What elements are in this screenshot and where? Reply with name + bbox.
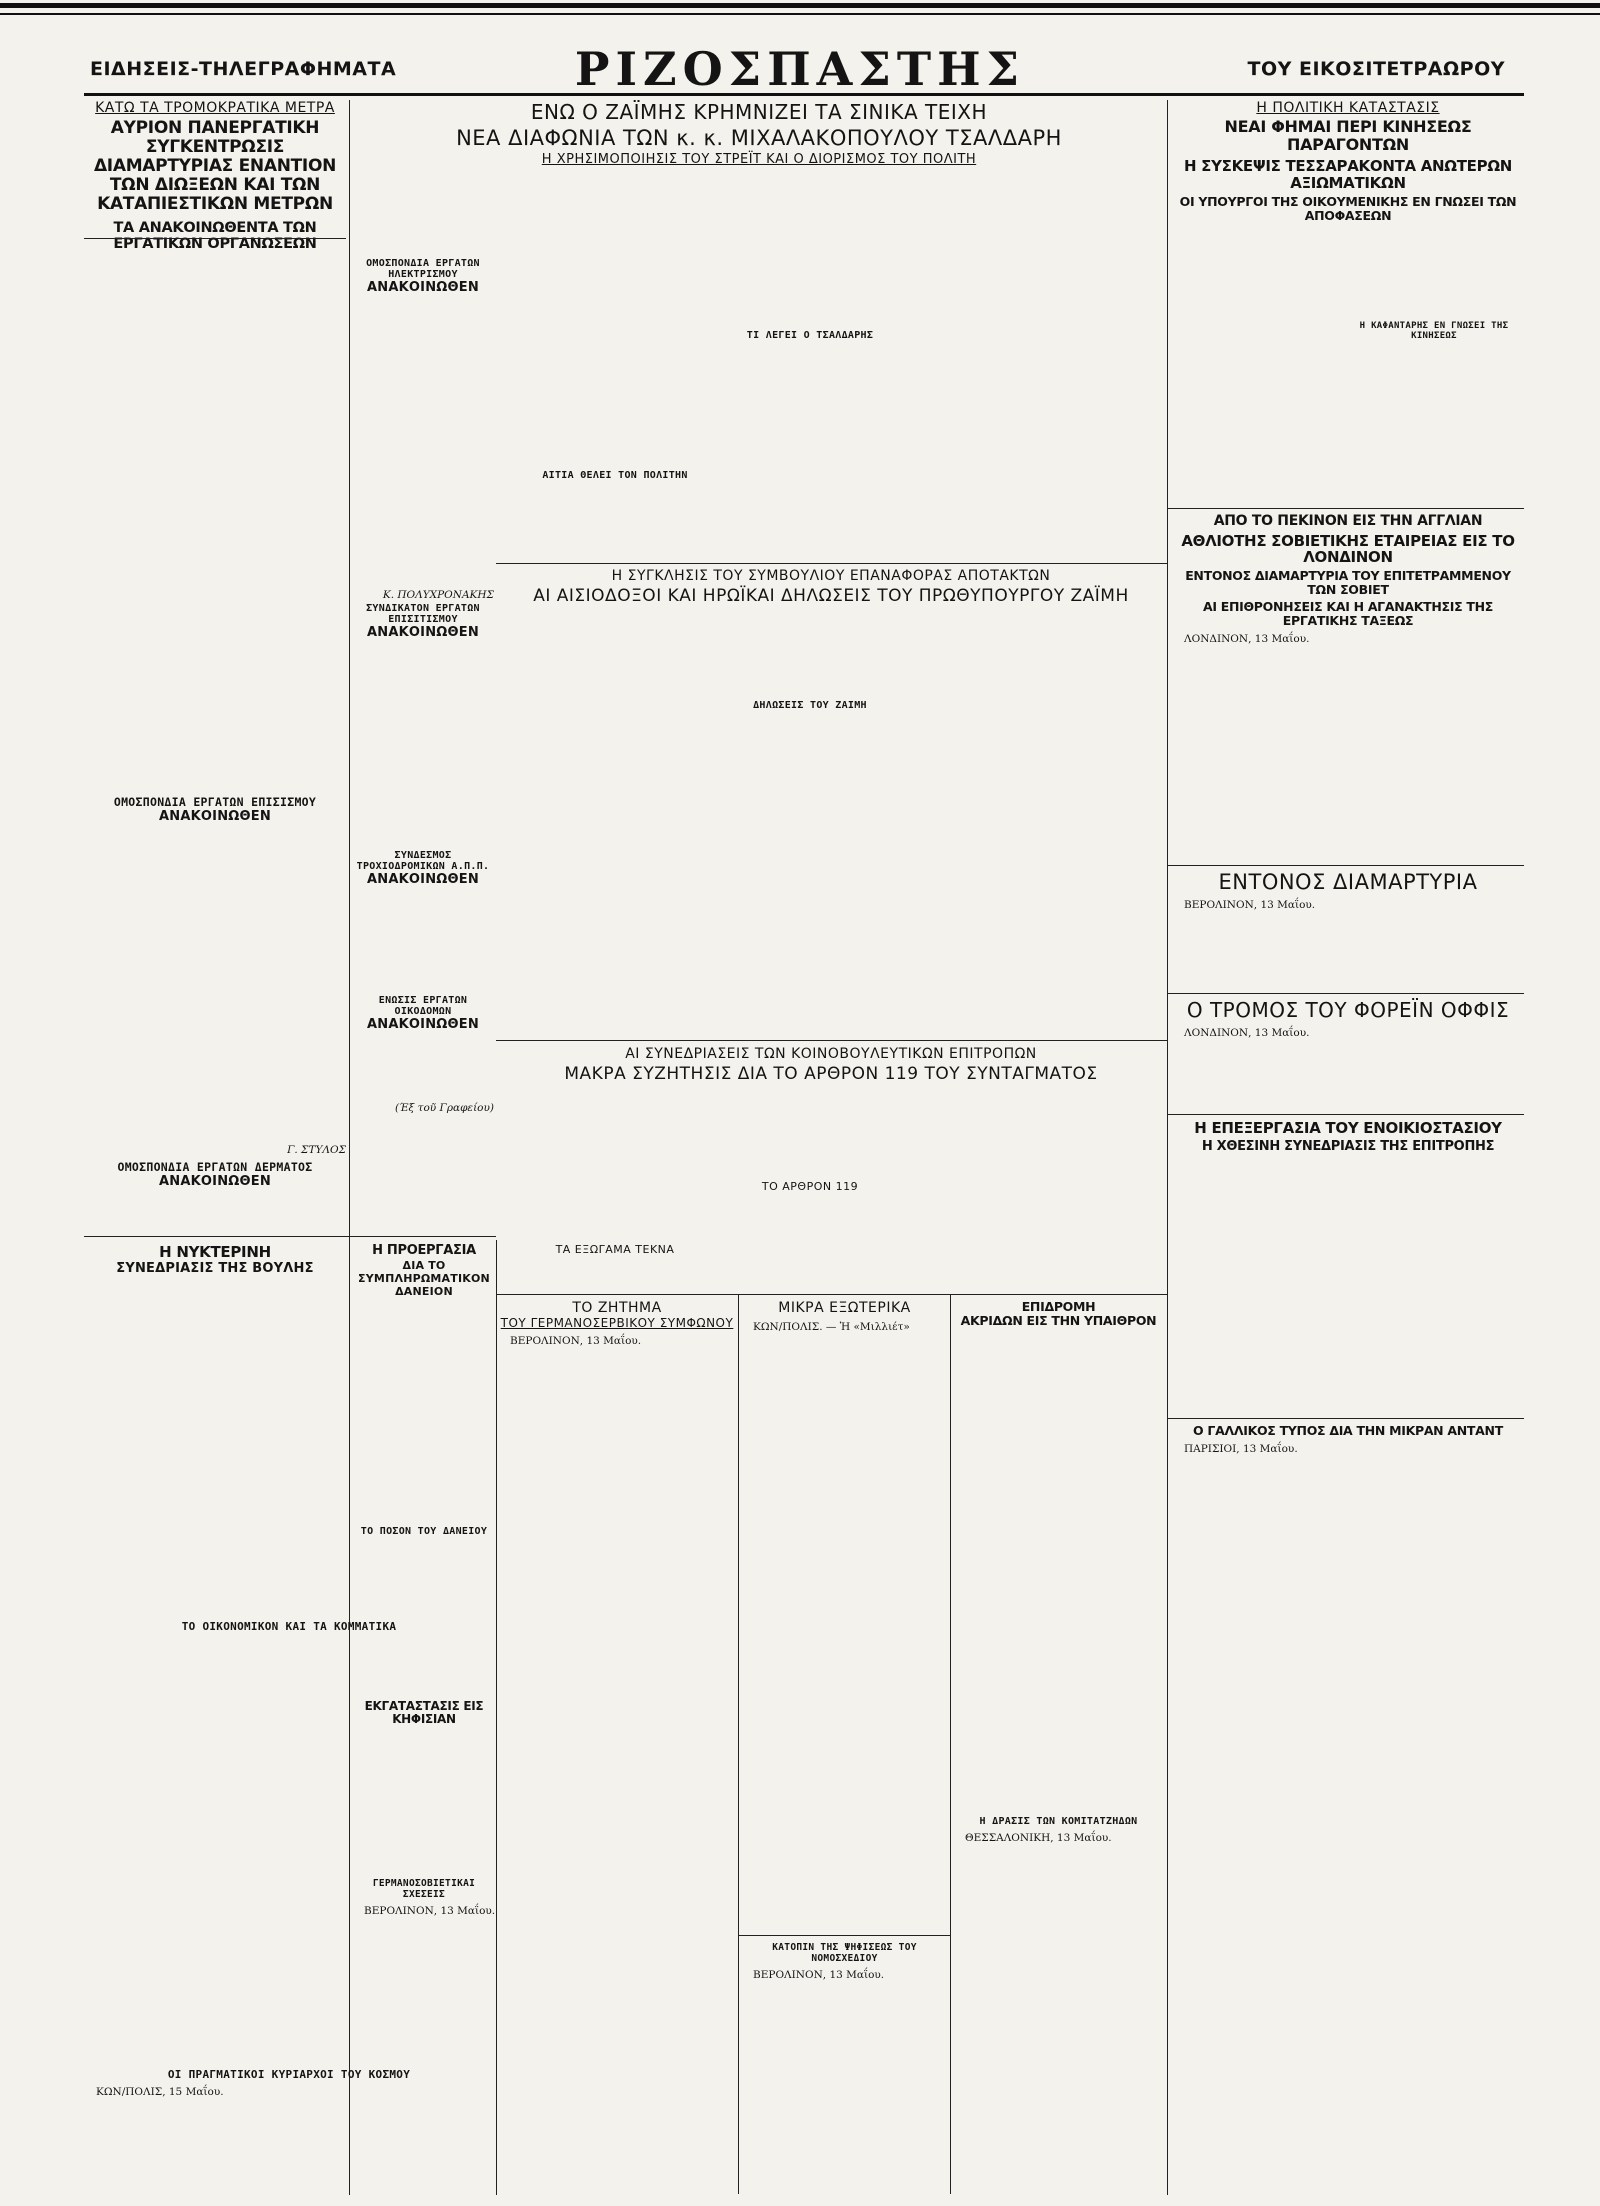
headline: Η ΣΥΓΚΛΗΣΙΣ ΤΟΥ ΣΥΜΒΟΥΛΙΟΥ ΕΠΑΝΑΦΟΡΑΣ ΑΠΟΤΑΚΤΩΝ [611, 568, 1051, 584]
headline: ΚΑΤΟΠΙΝ ΤΗΣ ΨΗΦΙΣΕΩΣ ΤΟΥ ΝΟΜΟΣΧΕΔΙΟΥ [772, 1942, 917, 1964]
article-kyriarxoi [84, 2068, 494, 2098]
headline: Η ΣΥΣΚΕΨΙΣ ΤΕΣΣΑΡΑΚΟΝΤΑ ΑΝΩΤΕΡΩΝ ΑΞΙΩΜΑΤΙΚΩΝ [1183, 156, 1513, 192]
article-nomosxediou [741, 1942, 948, 1981]
headline: ΟΜΟΣΠΟΝΔΙΑ ΕΡΓΑΤΩΝ ΕΠΙΣΙΣΜΟΥ [113, 795, 317, 809]
subhead-tsaldaris: ΤΙ ΛΕΓΕΙ Ο ΤΣΑΛΔΑΡΗΣ [746, 330, 874, 341]
headline: ΝΕΑΙ ΦΗΜΑΙ ΠΕΡΙ ΚΙΝΗΣΕΩΣ ΠΑΡΑΓΟΝΤΩΝ [1224, 117, 1472, 154]
subhead-kafantaris: Η ΚΑΦΑΝΤΑΡΗΣ ΕΝ ΓΝΩΣΕΙ ΤΗΣ ΚΙΝΗΣΕΩΣ [1359, 321, 1509, 341]
headline: Ο ΤΡΟΜΟΣ ΤΟΥ ΦΟΡΕΪΝ ΟΦΦΙΣ [1186, 998, 1510, 1022]
subhead-exogama: ΤΑ ΕΞΩΓΑΜΑ ΤΕΚΝΑ [555, 1243, 675, 1256]
headline: ΑΥΡΙΟΝ ΠΑΝΕΡΓΑΤΙΚΗ ΣΥΓΚΕΝΤΡΩΣΙΣ ΔΙΑΜΑΡΤΥΡΙΑΣ ΕΝΑΝΤΙΟΝ ΤΩΝ ΔΙΩΞΕΩΝ ΚΑΙ ΤΩΝ ΚΑΤΑΠΙΕΣΤΙΚΩΝ ΜΕΤΡΩΝ [93, 118, 337, 215]
article-germanoserviko [498, 1300, 736, 1347]
article-enoikiostasio [1172, 1120, 1524, 1154]
headline: ΤΟ ΠΟΣΟΝ ΤΟΥ ΔΑΝΕΙΟΥ [360, 1526, 488, 1537]
article-oikonomikon [84, 1620, 494, 1633]
headline: ΕΝΩΣΙΣ ΕΡΓΑΤΩΝ ΟΙΚΟΔΟΜΩΝ [378, 995, 468, 1017]
headline: ΓΕΡΜΑΝΟΣΟΒΙΕΤΙΚΑΙ ΣΧΕΣΕΙΣ [372, 1878, 476, 1900]
article-akrides [953, 1300, 1164, 1328]
subheadline: ΤΑ ΑΝΑΚΟΙΝΩΘΕΝΤΑ ΤΩΝ ΕΡΓΑΤΙΚΩΝ ΟΡΓΑΝΩΣΕΩΝ [113, 220, 317, 253]
article-text: ΚΩΝ/ΠΟΛΙΣ, 15 Μαΐου. [96, 2086, 224, 2098]
column-divider [1167, 100, 1168, 2195]
headline: ΟΙ ΠΡΑΓΜΑΤΙΚΟΙ ΚΥΡΙΑΡΧΟΙ ΤΟΥ ΚΟΣΜΟΥ [167, 2068, 411, 2081]
article-pekinon [1172, 514, 1524, 645]
masthead-rule [84, 93, 1524, 96]
headline: ΣΥΝΔΙΚΑΤΟΝ ΕΡΓΑΤΩΝ ΕΠΙΣΙΤΙΣΜΟΥ [366, 603, 480, 625]
subhead-politis: ΑΙΤΙΑ ΘΕΛΕΙ ΤΟΝ ΠΟΛΙΤΗΝ [542, 470, 688, 481]
headline: ΑΘΛΙΟΤΗΣ ΣΟΒΙΕΤΙΚΗΣ ΕΤΑΙΡΕΙΑΣ ΕΙΣ ΤΟ ΛΟΝΔΙΝΟΝ [1181, 531, 1515, 567]
article-dermatos [84, 1140, 346, 1189]
article-germanosovietikai [352, 1878, 496, 1917]
subheadline: ΑΝΑΚΟΙΝΩΘΕΝ [367, 1017, 479, 1032]
subheadline: ΑΝΑΚΟΙΝΩΘΕΝ [159, 809, 271, 824]
article-text: ΛΟΝΔΙΝΟΝ, 13 Μαΐου. [1184, 633, 1310, 646]
headline: ΕΝΩ Ο ΖΑΪΜΗΣ ΚΡΗΜΝΙΖΕΙ ΤΑ ΣΙΝΙΚΑ ΤΕΙΧΗ [530, 100, 988, 124]
subheadline: ΑΝΑΚΟΙΝΩΘΕΝ [367, 280, 479, 295]
headline: ΜΑΚΡΑ ΣΥΖΗΤΗΣΙΣ ΔΙΑ ΤΟ ΑΡΘΡΟΝ 119 ΤΟΥ ΣΥΝΤΑΓΜΑΤΟΣ [564, 1064, 1098, 1084]
article-kifisia [352, 1700, 496, 1727]
headline: ΟΜΟΣΠΟΝΔΙΑ ΕΡΓΑΤΩΝ ΗΛΕΚΤΡΙΣΜΟΥ [366, 258, 480, 280]
subheadline: ΤΟΥ ΓΕΡΜΑΝΟΣΕΡΒΙΚΟΥ ΣΥΜΦΩΝΟΥ [500, 1316, 734, 1330]
masthead-title: ΡΙΖΟΣΠΑΣΤΗΣ [574, 42, 1026, 96]
signature: Γ. ΣΤΥΛΟΣ [287, 1144, 346, 1156]
article-text: ΘΕΣΣΑΛΟΝΙΚΗ, 13 Μαΐου. [965, 1832, 1112, 1844]
headline: ΕΚΓΑΤΑΣΤΑΣΙΣ ΕΙΣ ΚΗΦΙΣΙΑΝ [364, 1700, 484, 1727]
column-divider [496, 1240, 497, 2195]
subheadline: Η ΧΘΕΣΙΝΗ ΣΥΝΕΔΡΙΑΣΙΣ ΤΗΣ ΕΠΙΤΡΟΠΗΣ [1201, 1138, 1495, 1154]
article-mikra-exoterika [741, 1300, 948, 1333]
article-symvoulion [498, 568, 1164, 606]
article-text: ΒΕΡΟΛΙΝΟΝ, 13 Μαΐου. [753, 1969, 885, 1981]
article-text: ΒΕΡΟΛΙΝΟΝ, 13 Μαΐου. [510, 1335, 642, 1347]
headline: ΜΙΚΡΑ ΕΞΩΤΕΡΙΚΑ [778, 1300, 911, 1316]
article-text: ΒΕΡΟΛΙΝΟΝ, 13 Μαΐου. [364, 1905, 496, 1917]
headline: Η ΕΠΕΞΕΡΓΑΣΙΑ ΤΟΥ ΕΝΟΙΚΙΟΣΤΑΣΙΟΥ [1194, 1120, 1502, 1137]
article-oikodomon [352, 995, 494, 1114]
article-poson [352, 1526, 496, 1537]
section-header-left: ΕΙΔΗΣΕΙΣ-ΤΗΛΕΓΡΑΦΗΜΑΤΑ [90, 58, 397, 80]
kicker: Η ΠΟΛΙΤΙΚΗ ΚΑΤΑΣΤΑΣΙΣ [1256, 100, 1440, 116]
headline: Ο ΓΑΛΛΙΚΟΣ ΤΥΠΟΣ ΔΙΑ ΤΗΝ ΜΙΚΡΑΝ ΑΝΤΑΝΤ [1193, 1424, 1503, 1438]
section-header-right: ΤΟΥ ΕΙΚΟΣΙΤΕΤΡΑΩΡΟΥ [1247, 58, 1505, 80]
top-rule [0, 3, 1600, 15]
article-entonos-diamartyria [1172, 870, 1524, 911]
headline: ΑΠΟ ΤΟ ΠΕΚΙΝΟΝ ΕΙΣ ΤΗΝ ΑΓΓΛΙΑΝ [1213, 514, 1483, 529]
subheadline: ΑΙ ΕΠΙΘΡΟΝΗΣΕΙΣ ΚΑΙ Η ΑΓΑΝΑΚΤΗΣΙΣ ΤΗΣ ΕΡΓΑΤΙΚΗΣ ΤΑΞΕΩΣ [1202, 599, 1494, 629]
article-epistismou-syndikaton [352, 585, 494, 640]
subheadline: Η ΧΡΗΣΙΜΟΠΟΙΗΣΙΣ ΤΟΥ ΣΤΡΕΪΤ ΚΑΙ Ο ΔΙΟΡΙΣΜΟΣ ΤΟΥ ΠΟΛΙΤΗ [541, 152, 977, 167]
article-ilektrismou [352, 258, 494, 295]
headline: Η ΔΡΑΣΙΣ ΤΩΝ ΚΟΜΙΤΑΤΖΗΔΩΝ [979, 1816, 1138, 1827]
subheadline: ΔΙΑ ΤΟ ΣΥΜΠΛΗΡΩΜΑΤΙΚΟΝ ΔΑΝΕΙΟΝ [358, 1258, 490, 1298]
subheadline: ΟΙ ΥΠΟΥΡΓΟΙ ΤΗΣ ΟΙΚΟΥΜΕΝΙΚΗΣ ΕΝ ΓΝΩΣΕΙ ΤΩΝ ΑΠΟΦΑΣΕΩΝ [1179, 194, 1517, 224]
headline: ΑΙ ΣΥΝΕΔΡΙΑΣΕΙΣ ΤΩΝ ΚΟΙΝΟΒΟΥΛΕΥΤΙΚΩΝ ΕΠΙΤΡΟΠΩΝ [625, 1046, 1037, 1062]
article-main-left [84, 100, 346, 253]
subheadline: ΑΝΑΚΟΙΝΩΘΕΝ [159, 1174, 271, 1189]
headline: ΝΕΑ ΔΙΑΦΩΝΙΑ ΤΩΝ κ. κ. ΜΙΧΑΛΑΚΟΠΟΥΛΟΥ ΤΣΑΛΔΑΡΗ [456, 126, 1062, 150]
article-text: ΛΟΝΔΙΝΟΝ, 13 Μαΐου. [1184, 1027, 1310, 1039]
article-gallikos-typos [1172, 1424, 1524, 1455]
headline: ΤΟ ΟΙΚΟΝΟΜΙΚΟΝ ΚΑΙ ΤΑ ΚΟΜΜΑΤΙΚΑ [181, 1620, 397, 1633]
article-troxiodromikon [352, 850, 494, 887]
article-epistismou [84, 795, 346, 824]
article-komitatzides [953, 1816, 1164, 1844]
article-epitropon [498, 1046, 1164, 1084]
headline: ΑΙ ΑΙΣΙΟΔΟΞΟΙ ΚΑΙ ΗΡΩΪΚΑΙ ΔΗΛΩΣΕΙΣ ΤΟΥ ΠΡΩΘΥΠΟΥΡΓΟΥ ΖΑΪΜΗ [533, 586, 1129, 606]
signature: (Έξ τοῦ Γραφείου) [395, 1102, 494, 1114]
subheadline: ΣΥΝΕΔΡΙΑΣΙΣ ΤΗΣ ΒΟΥΛΗΣ [116, 1260, 314, 1276]
article-daneion [352, 1244, 496, 1298]
headline: ΕΝΤΟΝΟΣ ΔΙΑΜΑΡΤΥΡΙΑ ΤΟΥ ΕΠΙΤΕΤΡΑΜΜΕΝΟΥ ΤΩΝ ΣΟΒΙΕΤ [1185, 568, 1511, 598]
column-divider [349, 100, 350, 2195]
subheadline: ΑΝΑΚΟΙΝΩΘΕΝ [367, 872, 479, 887]
article-politiki-katastasis [1172, 100, 1524, 223]
article-foreign-office [1172, 998, 1524, 1039]
signature: Κ. ΠΟΛΥΧΡΟΝΑΚΗΣ [382, 589, 494, 601]
headline: ΕΠΙΔΡΟΜΗ [1021, 1300, 1096, 1314]
headline: ΟΜΟΣΠΟΝΔΙΑ ΕΡΓΑΤΩΝ ΔΕΡΜΑΤΟΣ [117, 1160, 313, 1174]
subheadline: ΑΚΡΙΔΩΝ ΕΙΣ ΤΗΝ ΥΠΑΙΘΡΟΝ [960, 1313, 1157, 1328]
headline: Η ΠΡΟΕΡΓΑΣΙΑ [372, 1244, 476, 1258]
headline: ΕΝΤΟΝΟΣ ΔΙΑΜΑΡΤΥΡΙΑ [1218, 870, 1478, 894]
headline: Η ΝΥΚΤΕΡΙΝΗ [159, 1244, 271, 1261]
article-text: ΚΩΝ/ΠΟΛΙΣ. — Ἡ «Μιλλιέτ» [753, 1321, 910, 1333]
headline: ΣΥΝΔΕΣΜΟΣ ΤΡΟΧΙΟΔΡΟΜΙΚΩΝ Α.Π.Π. [356, 850, 490, 872]
subhead-arthron: ΤΟ ΑΡΘΡΟΝ 119 [761, 1180, 859, 1193]
subhead-zaimi: ΔΗΛΩΣΕΙΣ ΤΟΥ ΖΑΪΜΗ [753, 700, 867, 711]
article-text: ΠΑΡΙΣΙΟΙ, 13 Μαΐου. [1184, 1443, 1298, 1455]
kicker: ΚΑΤΩ ΤΑ ΤΡΟΜΟΚΡΑΤΙΚΑ ΜΕΤΡΑ [95, 100, 335, 116]
headline: ΤΟ ΖΗΤΗΜΑ [572, 1300, 662, 1316]
article-zaimis-center [354, 100, 1164, 167]
article-text: ΒΕΡΟΛΙΝΟΝ, 13 Μαΐου. [1184, 899, 1316, 911]
subheadline: ΑΝΑΚΟΙΝΩΘΕΝ [367, 625, 479, 640]
